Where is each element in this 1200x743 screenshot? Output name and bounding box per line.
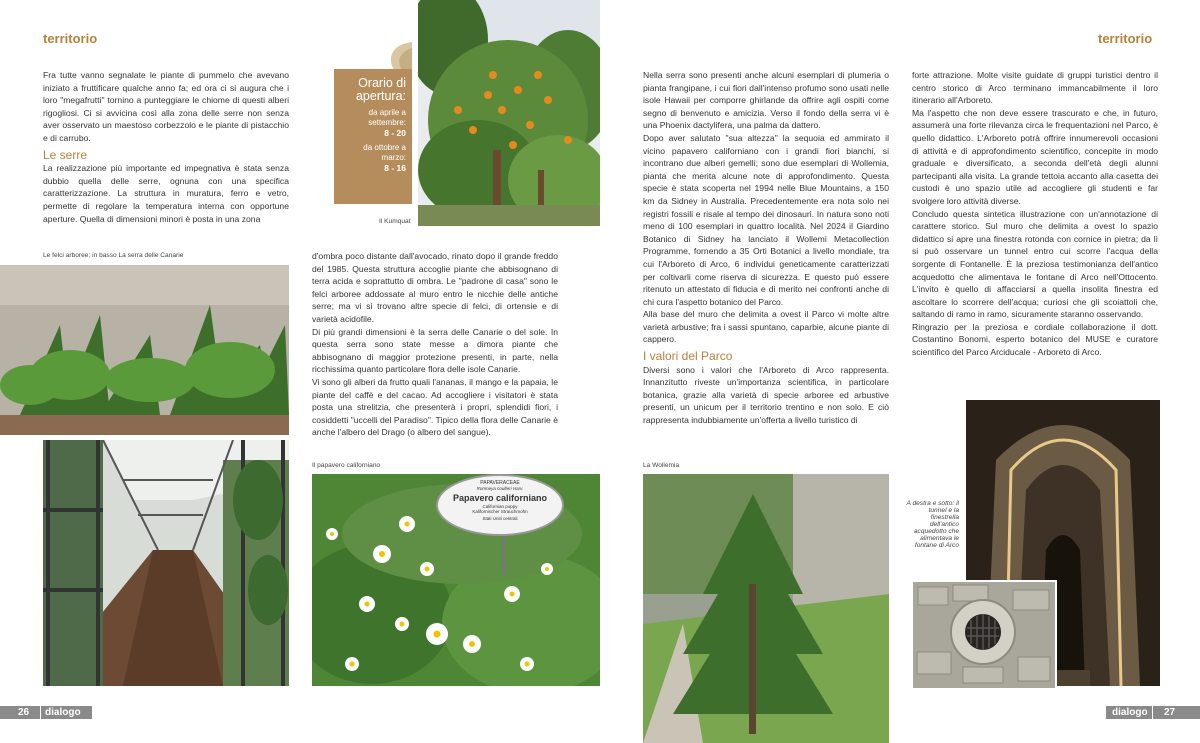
plant-label-sign xyxy=(436,474,564,536)
kumquat-photo xyxy=(418,0,600,226)
didattico-paragraph: Ma l'aspetto che non deve essere trascurato e che, in futuro, assumerà una forte rilevanza circa le frequentazioni nel Parco, è quello didattico. L'Arboreto potrà offrire innumerevoli occasioni di attività e di approfondimento scientifico, concepite in modo graduale e diversificato, a seconda dell'età degli alunni partecipanti alla visita. La grande tettoia accanto alla casetta dei custodi è uno spazio utile ad accogliere gli studenti e far svolgere loro attività diverse. xyxy=(912,107,1158,206)
sign-species: Romneya coulteri Harv. xyxy=(476,486,524,491)
felci-photo xyxy=(0,265,289,435)
right-column-2-text xyxy=(912,69,1158,359)
intro-paragraph: Fra tutte vanno segnalate le piante di pummelo che avevano iniziato a fruttificare qualche anno fa; ed ora ci si augura che i loro "megafrutti" tornino a punteggiare le chiome di questi alberi rigogliosi. Ci si avvicina così alla zona delle serre non senza aver osservato un maestoso corbezzolo e le piante di pistacchio e di carrubo. xyxy=(43,70,289,143)
caption-papavero: Il papavero californiano xyxy=(312,462,381,469)
wollemia-paragraph: Dopo aver salutato "sua altezza" la sequoia ed ammirato il vicino papavero californiano con i grandi fiori bianchi, si incontrano due alberi gemelli; sono due esemplari di Wollemia, pianta che merita alcune note di approfondimento. Questa specie è stata scoperta nel 1994 nelle Blue Mountains, a 150 km da Sidney in Australia. Precedentemente era nota solo nei registri fossili e risale al tempo dei dinosauri. In natura sono noti meno di 100 esemplari in quattro località. Nel 2024 il Giardino Botanico di Sidney ha lanciato il Wollemi Metacollection Programme, fornendo a 35 Orti Botanici a livello mondiale, tra cui l'Arboreto di Arco, 6 individui geneticamente caratterizzati per coltivarli come riserva di sicurezza. E questo può essere ritenuto un attestato di fiducia e di merito nei confronti anche di chi cura l'aspetto botanico del Parco. xyxy=(643,132,889,307)
right-column-1-text xyxy=(643,69,889,427)
cappero-paragraph: Alla base del muro che delimita a ovest il Parco vi molte altre varietà arbustive; fra i sassi spuntano, caparbie, alcune piante di cappero. xyxy=(643,309,889,345)
caption-felci: Le felci arboree; in basso La serra delle Canarie xyxy=(43,252,184,259)
caption-kumquat: Il Kumquat xyxy=(379,218,411,225)
round-window-photo xyxy=(911,580,1057,690)
continued-paragraph-1: d'ombra poco distante dall'avocado, rinato dopo il grande freddo del 1985. Questa struttura accoglie piante che abbisognano di terra acida e soprattutto di ombra. Le "padrone di casa" sono le felci arboree addossate al muro entro le nicchie delle antiche serre; ma vi si trovano altre specie di felci, di ortensie e di varietà acidofile. xyxy=(312,251,558,324)
heading-valori: I valori del Parco xyxy=(643,349,733,364)
sign-origin: Stati Uniti centrali xyxy=(482,516,518,521)
wollemia-photo xyxy=(643,474,889,743)
sign-family: PAPAVERACEAE xyxy=(480,480,520,486)
canarie-greenhouse-photo xyxy=(43,440,289,686)
continued-paragraph-3: Vi sono gli alberi da frutto quali l'ananas, il mango e la papaia, le piante del caffè e del cacao. Ad accogliere i visitatori è stata posta una strelitzia, che presenterà i propri, splendidi fiori, i cosiddetti "uccelli del Paradiso". Tipico della flora delle Canarie è anche l'albero del Drago (o albero del sangue). xyxy=(312,376,558,438)
continued-paragraph-2: Di più grandi dimensioni è la serra delle Canarie o del sole. In questa serra sono state messe a dimora piante che abbisognano di maggior protezione presenti, in parte, nella ricchissima quanto particolare flora delle isole Canarie. xyxy=(312,326,558,375)
leaf-decoration xyxy=(334,42,412,70)
caption-tunnel: A destra e sotto: il tunnel e la finestrella dell'antico acquedotto che alimentava le fontane di Arco xyxy=(906,500,959,549)
heading-serre: Le serre xyxy=(43,147,88,162)
page-number-left: 26 xyxy=(14,706,33,719)
hours-period-1: da aprile a settembre: xyxy=(368,108,406,127)
opening-hours-box xyxy=(334,69,412,204)
hours-time-2: 8 - 16 xyxy=(384,163,406,173)
plumeria-paragraph: Nella serra sono presenti anche alcuni esemplari di plumeria o pianta frangipane, i cui fiori dall'intenso profumo sono usati nelle isole Hawaii per comporre ghirlande da offrire agli ospiti come segno di benvenuto e amicizia. Verso il fondo della serra vi è una Phoenix dactylifera, una palma da dattero. xyxy=(643,70,889,131)
attrazione-paragraph: forte attrazione. Molte visite guidate di gruppi turistici dentro il centro storico di Arco terminano immancabilmente il loro itinerario all'Arboreto. xyxy=(912,70,1158,106)
sign-english: Californian poppy xyxy=(482,504,518,509)
valori-paragraph: Diversi sono i valori che l'Arboreto di Arco rappresenta. Innanzitutto riveste un'importanza scientifica, in particolare botanica, grazie alla varietà di specie arboree ed arbustive presenti, un unicum per il territorio trentino e non solo. E ciò rappresenta indubbiamente un'offerta a livello turistico di xyxy=(643,364,889,426)
sign-title: Papavero californiano xyxy=(452,493,548,503)
hours-period-2: da ottobre a marzo: xyxy=(363,143,406,162)
magazine-name-left: dialogo xyxy=(40,706,85,719)
left-column-text xyxy=(43,69,289,225)
section-tag-right: territorio xyxy=(1098,31,1153,46)
storico-paragraph: Concludo questa sintetica illustrazione con un'annotazione di carattere storico. Sul muro che delimita a ovest lo spazio didattico si apre una finestra rotonda con cornice in pietra; da lì si può osservare un tunnel entro cui scorre l'acqua della sorgente di Fontanelle. È la preziosa testimonianza dell'antico acquedotto che alimentava le fontane di Arco nell'Ottocento. L'invito è quello di affacciarsi a quella insolita finestra ed ascoltare lo scorrere dell'acqua; curiosi che gli scoiattoli che, saltando di ramo in ramo, sicuramente staranno osservando. xyxy=(912,208,1158,320)
hours-title: Orario di apertura: xyxy=(355,76,406,103)
section-tag-left: territorio xyxy=(43,31,98,46)
center-column-text xyxy=(312,250,558,439)
papavero-photo xyxy=(312,474,600,686)
caption-wollemia: La Wollemia xyxy=(643,462,680,469)
sign-german: Kalifornischer Strauchmohn xyxy=(472,509,528,514)
hours-time-1: 8 - 20 xyxy=(384,128,406,138)
serre-paragraph: La realizzazione più importante ed impegnativa è stata senza dubbio quella delle serre, ognuna con una specifica caratterizzazione. La struttura in muratura, ferro e vetro, permette di regolare la temperatura interna con opportune aperture. Quella di dimensioni minori è posta in una zona xyxy=(43,163,289,224)
ringraziamento-paragraph: Ringrazio per la preziosa e cordiale collaborazione il dott. Costantino Bonomi, esperto botanico del MUSE e curatore scientifico del Parco Arciducale - Arboreto di Arco. xyxy=(912,321,1158,358)
magazine-name-right: dialogo xyxy=(1108,706,1153,719)
page-number-right: 27 xyxy=(1160,706,1179,719)
